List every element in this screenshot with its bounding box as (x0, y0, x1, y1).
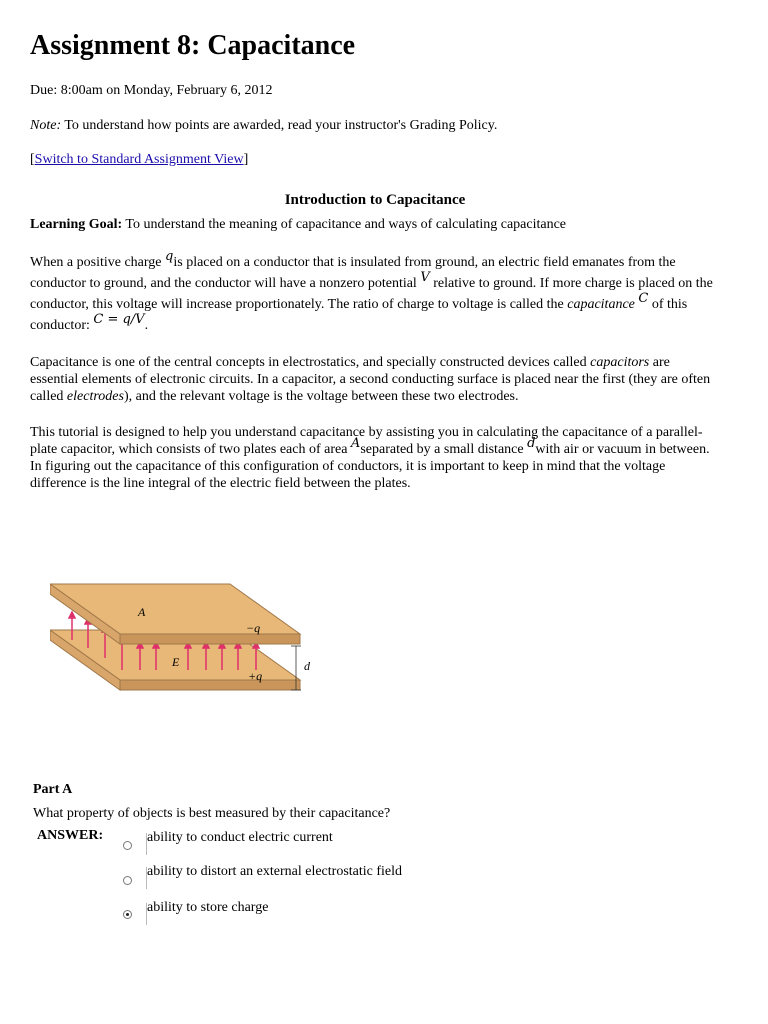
bottom-plate-side (120, 680, 300, 690)
option-1-radio[interactable] (123, 841, 132, 850)
option-2-label[interactable]: ability to distort an external electrostatic field (147, 864, 403, 879)
option-3-label[interactable]: ability to store charge (147, 900, 269, 915)
para2-text-3: ), and the relevant voltage is the voltage between these two electrodes. (123, 389, 519, 404)
para1-text-6: . (144, 318, 149, 333)
para3-text-3: with air or vacuum in between. In figuring out the capacitance of this configuration of conductors, it is important to keep in mind that the voltage difference is the line integral of the electric field between the plates. (30, 442, 710, 491)
math-V: V (420, 270, 430, 285)
part-a-title: Part A (33, 782, 73, 797)
label-pos-q: +q (248, 669, 263, 683)
label-d: d (304, 659, 310, 673)
learning-goal-label: Learning Goal: (30, 217, 123, 232)
term-capacitors: capacitors (590, 355, 650, 370)
intro-paragraph-1 (30, 249, 720, 336)
label-area-A: A (138, 605, 146, 619)
label-neg-q: −q (246, 621, 261, 635)
para1-text-3: relative to ground. If more charge is placed on the conductor, this voltage will increase proportionately. The ratio of charge to voltage is called the (30, 276, 713, 312)
option-3-radio[interactable] (123, 910, 132, 919)
note-text: To understand how points are awarded, read your instructor's Grading Policy. (61, 118, 498, 133)
learning-goal-text: To understand the meaning of capacitance and ways of calculating capacitance (122, 217, 567, 232)
capacitor-diagram (50, 578, 330, 698)
math-q: q (165, 249, 174, 264)
para3-text-1: This tutorial is designed to help you understand capacitance by assisting you in calculating the capacitance of a parallel-plate capacitor, which consists of two plates each of area (30, 425, 703, 457)
bracket-open: [ (30, 152, 35, 167)
page-title: Assignment 8: Capacitance (30, 30, 356, 61)
para1-text-5: of this conductor: (30, 297, 688, 333)
section-title: Introduction to Capacitance (284, 192, 466, 208)
option-1-label[interactable]: ability to conduct electric current (147, 830, 333, 845)
note-label: Note: (30, 118, 62, 133)
term-electrodes: electrodes (66, 389, 124, 404)
answer-label: ANSWER: (37, 828, 104, 843)
top-plate-side (120, 634, 300, 644)
math-A: A (350, 436, 361, 451)
term-capacitance: capacitance (567, 297, 635, 312)
bracket-close: ] (243, 152, 249, 167)
due-date: Due: 8:00am on Monday, February 6, 2012 (30, 83, 273, 98)
part-a-question: What property of objects is best measured by their capacitance? (33, 806, 391, 821)
para3-text-2: separated by a small distance (360, 442, 528, 457)
learning-goal (30, 217, 566, 233)
math-d: d (527, 436, 536, 451)
switch-view-line (30, 152, 248, 168)
math-formula: C = q/V (93, 312, 145, 327)
math-C: C (638, 291, 649, 306)
switch-view-link[interactable]: Switch to Standard Assignment View (34, 152, 244, 167)
grading-note (30, 118, 497, 134)
label-E: E (172, 655, 180, 669)
para1-text-2: is placed on a conductor that is insulated from ground, an electric field emanates from the conductor to ground, and the conductor will have a nonzero potential (30, 255, 676, 291)
intro-paragraph-3 (30, 424, 720, 492)
intro-paragraph-2 (30, 354, 720, 405)
para2-text-1: Capacitance is one of the central concepts in electrostatics, and specially constructed devices called (30, 355, 591, 370)
para2-text-2: are essential elements of electronic circuits. In a capacitor, a second conducting surface is placed near the first (they are often called (30, 355, 711, 404)
option-2-radio[interactable] (123, 876, 132, 885)
para1-text-1: When a positive charge (30, 255, 166, 270)
